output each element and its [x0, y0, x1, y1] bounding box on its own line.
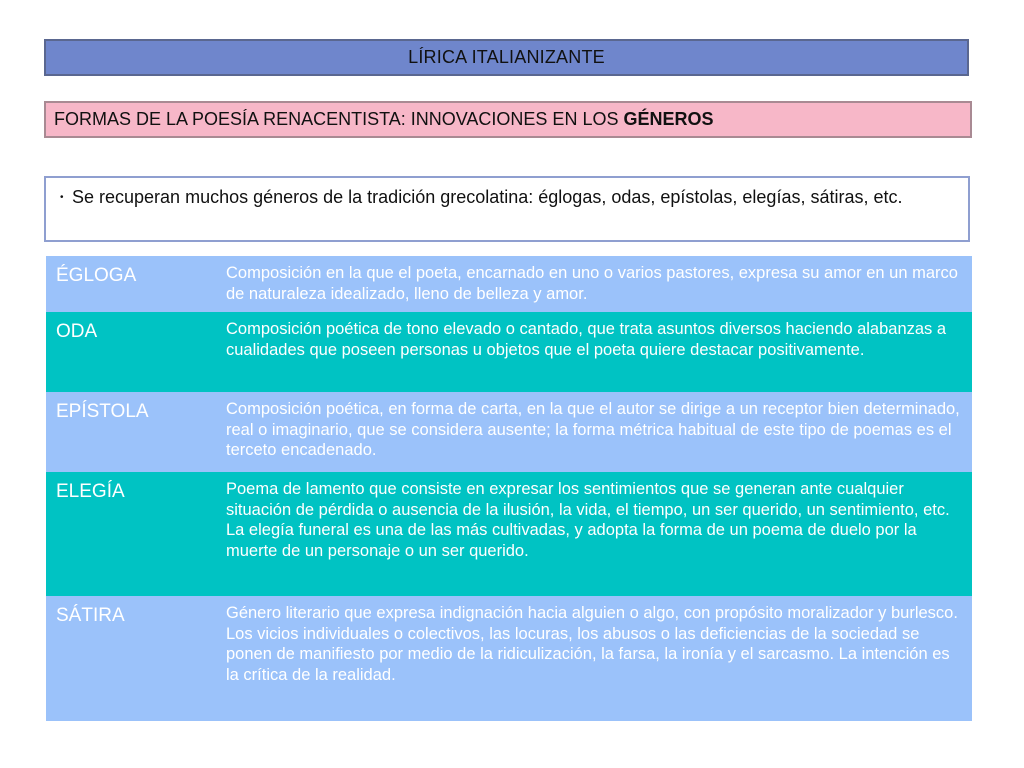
genre-description: Género literario que expresa indignación hacia alguien o algo, con propósito moralizador y burlesco. Los vicios individuales o colectivos, las locuras, los abusos o las deficiencias de la sociedad se ponen de manifiesto por medio de la ridiculización, la farsa, la ironía y el sarcasmo. La intención es la crítica de la realidad.: [226, 604, 958, 684]
genre-name: EPÍSTOLA: [56, 401, 149, 422]
genre-name: ELEGÍA: [56, 481, 125, 502]
intro-text: Se recuperan muchos géneros de la tradición grecolatina: églogas, odas, epístolas, elegías, sátiras, etc.: [72, 187, 903, 207]
genre-name: ODA: [56, 321, 98, 342]
intro-box: [44, 176, 970, 242]
slide-title-text: LÍRICA ITALIANIZANTE: [408, 47, 605, 67]
genre-description: Composición poética, en forma de carta, en la que el autor se dirige a un receptor bien determinado, real o imaginario, que se considera ausente; la forma métrica habitual de este tipo de poemas es el terceto encadenado.: [226, 400, 960, 459]
subtitle-text: FORMAS DE LA POESÍA RENACENTISTA: INNOVACIONES EN LOS: [54, 109, 619, 129]
bullet-icon: •: [60, 192, 64, 203]
genre-name: SÁTIRA: [56, 605, 125, 626]
table-row: [46, 596, 972, 721]
genre-description: Composición poética de tono elevado o cantado, que trata asuntos diversos haciendo alabanzas a cualidades que poseen personas u objetos que el poeta quiere destacar positivamente.: [226, 320, 947, 359]
table-row: [46, 256, 972, 312]
table-row: [46, 312, 972, 392]
genre-description: Poema de lamento que consiste en expresar los sentimientos que se generan ante cualquier situación de pérdida o ausencia de la ilusión, la vida, el tiempo, un ser querido, un sentimiento, etc. La elegía funeral es una de las más cultivadas, y adopta la forma de un poema de duelo por la muerte de un personaje o un ser querido.: [226, 480, 950, 560]
table-row: [46, 472, 972, 596]
subtitle-bold-text: GÉNEROS: [623, 109, 714, 129]
genres-table: [46, 256, 972, 721]
genre-description: Composición en la que el poeta, encarnado en uno o varios pastores, expresa su amor en un marco de naturaleza idealizado, lleno de belleza y amor.: [226, 264, 958, 303]
genre-name: ÉGLOGA: [56, 265, 137, 286]
slide-subtitle: [44, 101, 972, 138]
table-row: [46, 392, 972, 472]
slide-title: [44, 39, 969, 76]
